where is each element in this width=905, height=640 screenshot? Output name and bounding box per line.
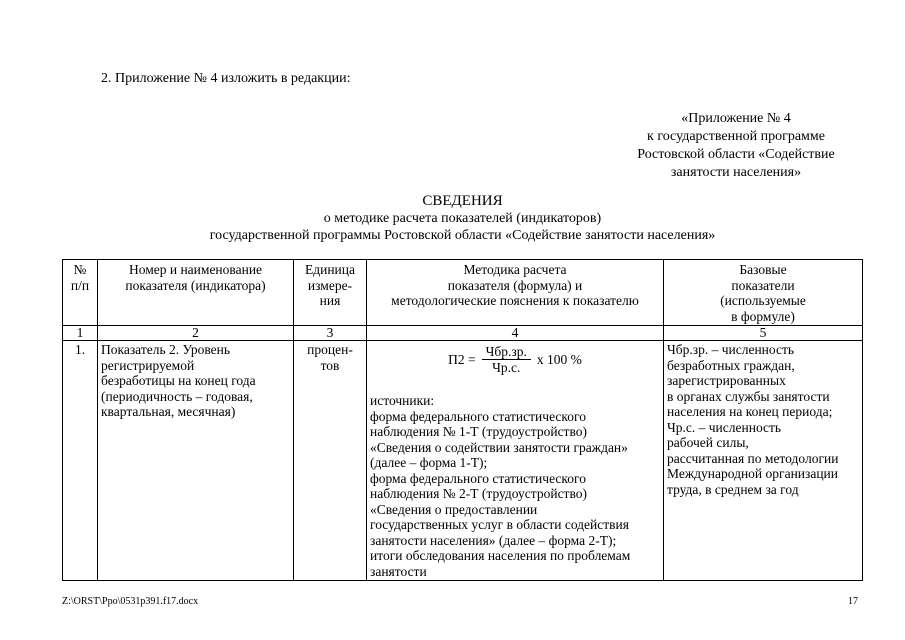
amendment-line: 2. Приложение № 4 изложить в редакции: [101, 71, 351, 86]
formula [370, 344, 660, 375]
base-line: Чбр.зр. – численность [667, 342, 795, 357]
document-heading [60, 193, 865, 244]
source-line: (далее – форма 1-Т); [370, 455, 488, 470]
source-line: «Сведения о содействии занятости граждан» [370, 439, 628, 455]
unit-line: тов [320, 357, 340, 373]
methodology-cell [367, 341, 664, 581]
formula-fraction [482, 344, 531, 375]
base-line: населения на конец периода; [667, 404, 833, 419]
formula-denominator: Чр.с. [492, 360, 521, 375]
header-base-line: Базовые [739, 262, 787, 277]
column-number: 5 [664, 326, 863, 341]
header-base-line: показатели [731, 277, 795, 293]
base-line: рассчитанная по методологии [667, 450, 839, 466]
indicator-name [98, 341, 294, 581]
source-line: наблюдения № 1-Т (трудоустройство) [370, 424, 587, 439]
column-number: 2 [98, 326, 294, 341]
source-line: государственных услуг в области содействия [370, 517, 629, 532]
indicator-name-line: (периодичность – годовая, [101, 388, 253, 404]
table-header-row [63, 260, 863, 326]
heading-line-2: о методике расчета показателей (индикаторов) [323, 211, 602, 226]
base-line: зарегистрированных [667, 373, 786, 388]
formula-numerator: Чбр.зр. [482, 344, 531, 360]
base-line: рабочей силы, [667, 435, 749, 450]
header-base-line: (используемые [720, 293, 806, 308]
heading-title: СВЕДЕНИЯ [422, 193, 503, 209]
header-number [63, 260, 98, 326]
header-indicator-line: Номер и наименование [128, 262, 263, 277]
annex-line-3: Ростовской области «Содействие [637, 147, 835, 162]
header-base-indicators [664, 260, 863, 326]
column-number: 1 [63, 326, 98, 341]
header-unit-line: измере- [307, 277, 353, 293]
unit-of-measure [294, 341, 367, 581]
base-line: труда, в среднем за год [667, 481, 799, 497]
base-indicators-cell [664, 341, 863, 581]
annex-reference [616, 110, 856, 182]
heading-line-3: государственной программы Ростовской области «Содействие занятости населения» [209, 228, 716, 243]
header-unit-line: Единица [304, 262, 355, 277]
annex-line-2: к государственной программе [647, 129, 825, 144]
base-line: Чр.с. – численность [667, 419, 782, 435]
source-line: занятости [370, 563, 427, 579]
row-number: 1. [63, 341, 98, 581]
formula-lhs: П2 = [448, 351, 476, 367]
source-line: занятости населения» (далее – форма 2-Т); [370, 532, 617, 548]
header-number-line: № [73, 262, 87, 277]
column-number: 3 [294, 326, 367, 341]
table-row [63, 341, 863, 581]
indicator-name-line: регистрируемой [101, 357, 195, 373]
source-line: источники: [370, 393, 435, 408]
annex-line-1: «Приложение № 4 [681, 111, 791, 126]
base-line: Международной организации [667, 466, 839, 481]
header-base-line: в формуле) [731, 308, 795, 324]
source-line: наблюдения № 2-Т (трудоустройство) [370, 486, 587, 501]
header-methodology [367, 260, 664, 326]
base-line: в органах службы занятости [667, 388, 830, 404]
source-line: «Сведения о предоставлении [370, 501, 538, 517]
annex-line-4: занятости населения» [670, 165, 802, 180]
header-unit [294, 260, 367, 326]
indicator-name-line: безработицы на конец года [101, 373, 256, 388]
indicator-name-line: Показатель 2. Уровень [101, 342, 231, 357]
source-line: форма федерального статистического [370, 408, 586, 424]
unit-line: процен- [307, 342, 353, 357]
column-number-row [63, 326, 863, 341]
header-number-line: п/п [70, 277, 90, 293]
indicator-name-line: квартальная, месячная) [101, 404, 236, 419]
methodology-table [62, 259, 863, 581]
column-number: 4 [367, 326, 664, 341]
formula-rhs: х 100 % [536, 351, 582, 367]
header-methodology-line: показателя (формула) и [447, 277, 583, 293]
header-indicator-line: показателя (индикатора) [125, 277, 266, 293]
header-indicator [98, 260, 294, 326]
source-line: форма федерального статистического [370, 470, 586, 486]
footer-page-number: 17 [848, 596, 858, 607]
header-methodology-line: методологические пояснения к показателю [391, 293, 639, 308]
footer-file-path: Z:\ORST\Ppo\0531p391.f17.docx [62, 596, 199, 607]
header-methodology-line: Методика расчета [463, 262, 567, 277]
source-line: итоги обследования населения по проблемам [370, 548, 631, 563]
header-unit-line: ния [319, 293, 341, 308]
base-line: безработных граждан, [667, 357, 795, 373]
